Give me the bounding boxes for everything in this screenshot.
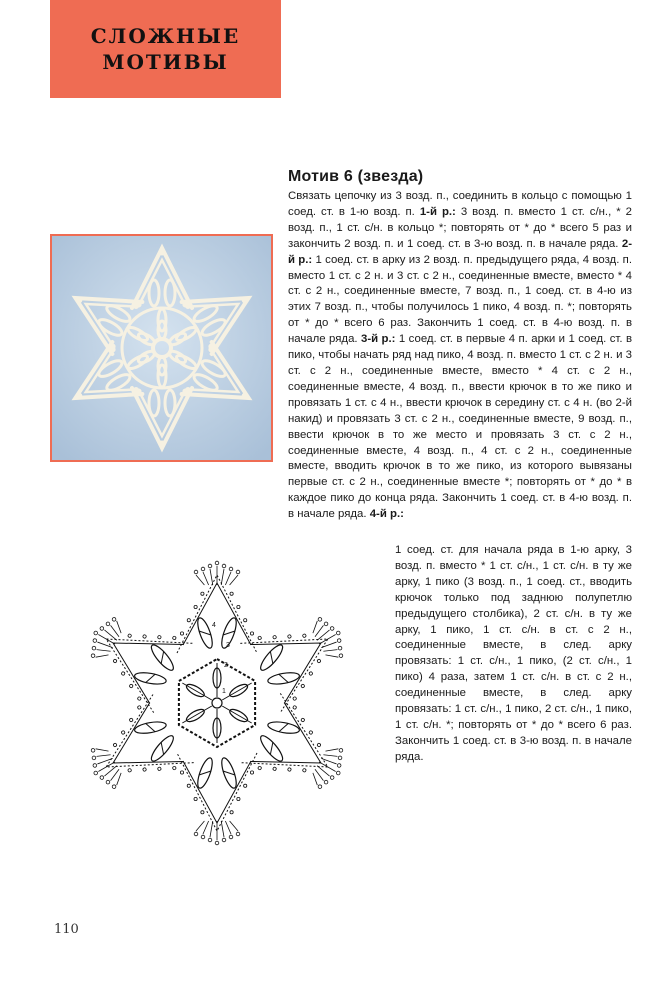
- instructions-text-continued: [395, 543, 632, 766]
- crochet-chart: [50, 547, 385, 859]
- chart-row-label-4: 4: [212, 622, 216, 629]
- chart-arm: [74, 597, 232, 734]
- chart-arm: [177, 561, 257, 697]
- chart-arm: [74, 671, 232, 808]
- row3-label: 3-й р.:: [361, 333, 396, 346]
- star-lace-photo: [52, 236, 271, 460]
- row4-text: 1 соед. ст. для начала ряда в 1-ю арку, 3 возд. п. вместо * 1 ст. с/н., 1 ст. с/н. в ту же арку, 1 пико (3 возд. п., 1 соед. ст., вводить крючок только под заднюю полупетлю предыдущего столбика), 2 ст. с/н. в ту же арку, 1 пико, 1 ст. с/н. в ст. с 2 н., соединенные вместе, в след. арку провязать: 1 ст. с/н., 1 пико, (2 ст. с/н., 1 пико) 4 раза, затем 1 ст. с/н. в ст. с 2 н., соединенные вместе, в след. арку провязать: 1 ст. с/н., 1 пико, 2 ст. с/н., 1 пико, 1 ст. с/н. *; повторять от * до * всего 6 раз. Закончить 1 соед. ст. в 3-ю возд. п. в начале ряда.: [395, 544, 632, 763]
- row2-label: 2-й р.:: [288, 237, 632, 266]
- chart-arm: [177, 709, 257, 845]
- section-title-line2: МОТИВЫ: [102, 50, 229, 74]
- section-title-line1: СЛОЖНЫЕ: [90, 24, 241, 48]
- row2-text: 1 соед. ст. в арку из 2 возд. п. предыдущего ряда, 4 возд. п. вместо 1 ст. с 2 н. и 3 ст. с 2 н., соединенные вместе, вместо * 4 ст. с 2 н., соединенные вместе, 7 возд. п., 1 соед. ст. в 4-ю из этих 7 возд. п., чтобы получилось 1 пико, 4 возд. п. *; повторять от * до * всего 6 раз. Закончить 1 соед. ст. в 4-ю возд. п. в начале ряда.: [288, 253, 632, 346]
- chart-center-ring: [212, 698, 222, 708]
- motif-photo: [50, 234, 273, 462]
- section-banner: [50, 0, 281, 98]
- row1-label: 1-й р.:: [419, 205, 456, 218]
- page-number: 110: [54, 922, 79, 937]
- instructions-text: [288, 189, 632, 523]
- chart-row-label-3: 3: [226, 642, 230, 649]
- row4-label: 4-й р.:: [369, 508, 404, 521]
- chart-row-label-2: 2: [224, 662, 228, 669]
- row1-text: 3 возд. п. вместо 1 ст. с/н., * 2 возд. п., 1 ст. с/н. в кольцо *; повторять от * до * всего 5 раз и закончить 2 возд. п. и 1 соед. ст. в 3-ю возд. п. в начале ряда.: [288, 205, 632, 250]
- star-motif-chart: [50, 547, 385, 859]
- intro-text: Связать цепочку из 3 возд. п., соединить в кольцо с помощью 1 соед. ст. в 1-ю возд. п.: [288, 190, 632, 218]
- row3-text: 1 соед. ст. в первые 4 п. арки и 1 соед. ст. в пико, чтобы начать ряд над пико, 4 возд. п. вместо 1 ст. с 2 н. и 3 ст. с 2 н., соединенные вместе, вместо * 4 ст. с 2 н., соединенные вместе, 4 возд. п., ввести крючок в то же пико и провязать 1 ст. с 4 н., ввести крючок в середину ст. с 4 н. (во 2-й накид) и провязать 3 ст. с 2 н., соединенные вместе, 9 возд. п., ввести крючок в то же место и провязать 3 ст. с 2 н., соединенные вместе, 4 возд. п., 4 ст. с 2 н., соединенные вместе, вводить крючок в то же пико, из которого вывязаны первые ст. с 2 н., соединенные вместе *; повторять от * до * в каждое пико до конца ряда. Закончить 1 соед. ст. в 4-ю возд. п. в начале ряда.: [288, 333, 632, 521]
- motif-title: Мотив 6 (звезда): [288, 168, 424, 185]
- chart-row-label-1: 1: [222, 688, 226, 695]
